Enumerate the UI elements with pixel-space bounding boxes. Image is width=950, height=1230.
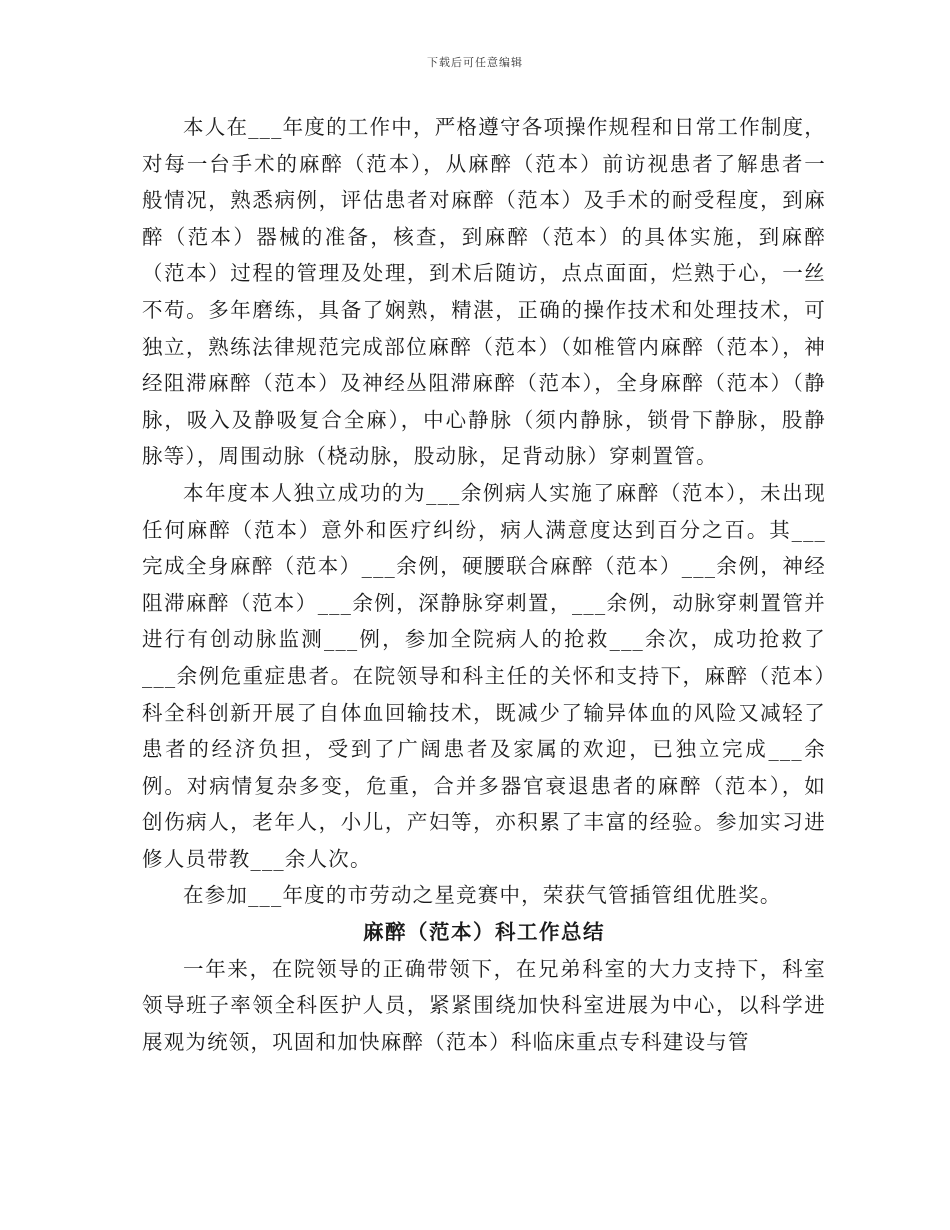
paragraph-3: 在参加___年度的市劳动之星竞赛中，荣获气管插管组优胜奖。 [183, 883, 782, 908]
header-note: 下载后可任意编辑 [427, 56, 523, 69]
section-title: 麻醉（范本）科工作总结 [363, 920, 605, 945]
paragraph-4: 一年来，在院领导的正确带领下，在兄弟科室的大力支持下，科室领导班子率领全科医护人员，紧紧围绕加快科室进展为中心，以科学进展观为统领，巩固和加快麻醉（范本）科临床重点专科建设与管 [142, 956, 826, 1054]
paragraph-2: 本年度本人独立成功的为___余例病人实施了麻醉（范本），未出现任何麻醉（范本）意外和医疗纠纷，病人满意度达到百分之百。其___完成全身麻醉（范本）___余例，硬腰联合麻醉（范本）___余例，神经阻滞麻醉（范本）___余例，深静脉穿刺置，___余例，动脉穿刺置管并进行有创动脉监测___例，参加全院病人的抢救___余次，成功抢救了___余例危重症患者。在院领导和科主任的关怀和支持下，麻醉（范本）科全科创新开展了自体血回输技术，既减少了输异体血的风险又减轻了患者的经济负担，受到了广阔患者及家属的欢迎，已独立完成___余例。对病情复杂多变，危重，合并多器官衰退患者的麻醉（范本），如创伤病人，老年人，小儿，产妇等，亦积累了丰富的经验。参加实习进修人员带教___余人次。 [142, 480, 826, 871]
paragraph-1: 本人在___年度的工作中，严格遵守各项操作规程和日常工作制度，对每一台手术的麻醉（范本），从麻醉（范本）前访视患者了解患者一般情况，熟悉病例，评估患者对麻醉（范本）及手术的耐受程度，到麻醉（范本）器械的准备，核查，到麻醉（范本）的具体实施，到麻醉（范本）过程的管理及处理，到术后随访，点点面面，烂熟于心，一丝不苟。多年磨练，具备了娴熟，精湛，正确的操作技术和处理技术，可独立，熟练法律规范完成部位麻醉（范本）（如椎管内麻醉（范本），神经阻滞麻醉（范本）及神经丛阻滞麻醉（范本），全身麻醉（范本）（静脉，吸入及静吸复合全麻），中心静脉（须内静脉，锁骨下静脉，股静脉等），周围动脉（桡动脉，股动脉，足背动脉）穿刺置管。 [142, 115, 826, 469]
document-body [142, 109, 826, 1060]
